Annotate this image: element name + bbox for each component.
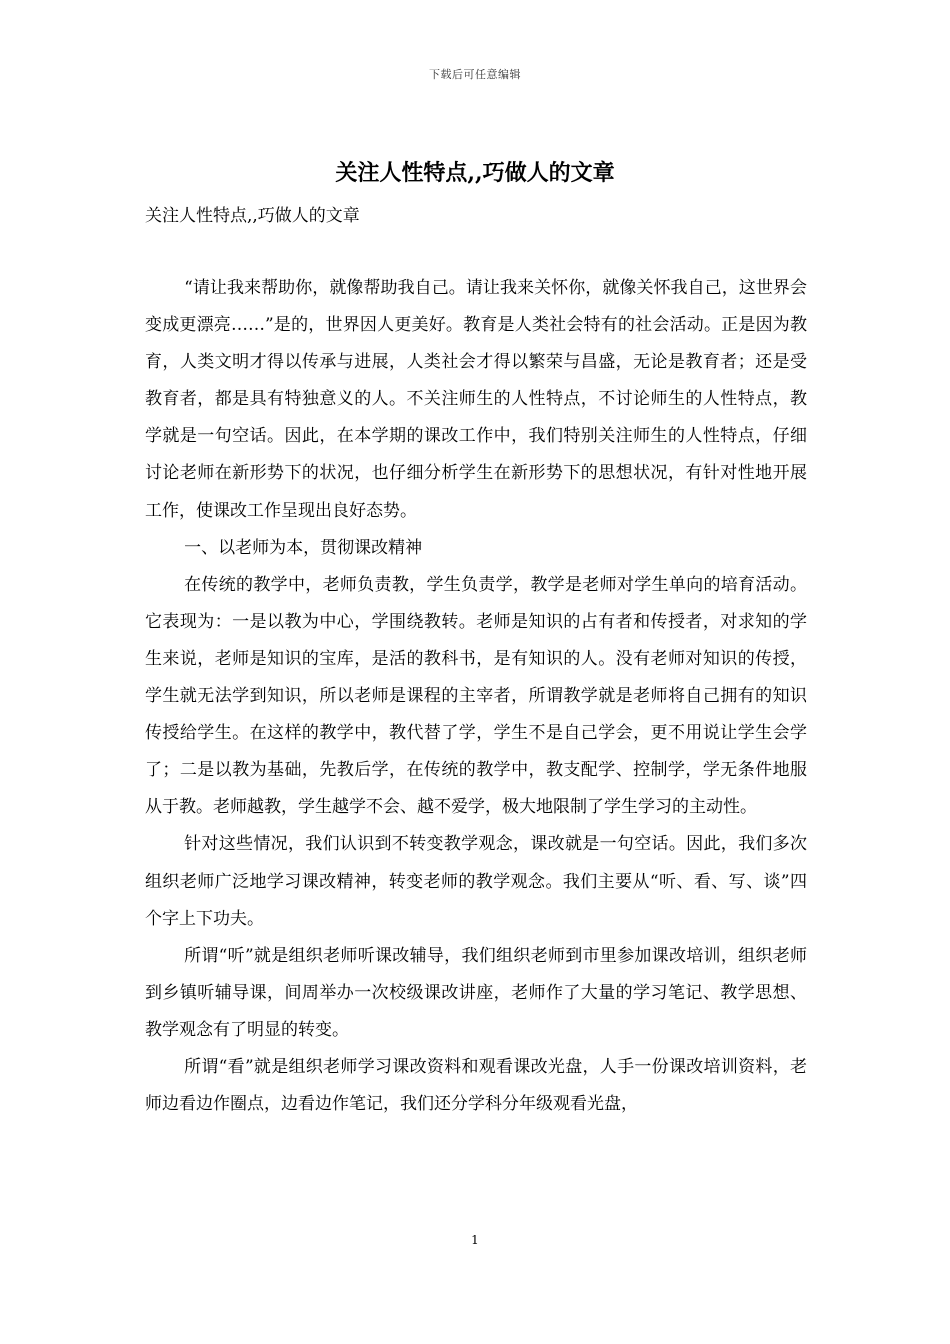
body-paragraph: 所谓“听”就是组织老师听课改辅导，我们组织老师到市里参加课改培训，组织老师到乡镇听辅导课，间周举办一次校级课改讲座，老师作了大量的学习笔记、教学思想、教学观念有了明显的转变。 [145,945,807,1040]
section-heading: 一、以老师为本，贯彻课改精神 [184,537,423,558]
body-paragraph: “请让我来帮助你，就像帮助我自己。请让我来关怀你，就像关怀我自己，这世界会变成更漂亮……”是的，世界因人更美好。教育是人类社会特有的社会活动。正是因为教育，人类文明才得以传承与进展，人类社会才得以繁荣与昌盛，无论是教育者；还是受教育者，都是具有特独意义的人。不关注师生的人性特点，不讨论师生的人性特点，教学就是一句空话。因此，在本学期的课改工作中，我们特别关注师生的人性特点，仔细讨论老师在新形势下的状况，也仔细分析学生在新形势下的思想状况，有针对性地开展工作，使课改工作呈现出良好态势。 [145,278,807,521]
body-paragraph: 针对这些情况，我们认识到不转变教学观念，课改就是一句空话。因此，我们多次组织老师广泛地学习课改精神，转变老师的教学观念。我们主要从“听、看、写、谈”四个字上下功夫。 [145,834,807,929]
body-paragraph: 所谓“看”就是组织老师学习课改资料和观看课改光盘，人手一份课改培训资料，老师边看边作圈点，边看边作笔记，我们还分学科分年级观看光盘， [145,1056,807,1115]
page-number: 1 [471,1233,479,1247]
document-subtitle: 关注人性特点,,巧做人的文章 [145,206,360,226]
body-paragraph: 在传统的教学中，老师负责教，学生负责学，教学是老师对学生单向的培育活动。它表现为：一是以教为中心，学围绕教转。老师是知识的占有者和传授者，对求知的学生来说，老师是知识的宝库，是活的教科书，是有知识的人。没有老师对知识的传授，学生就无法学到知识，所以老师是课程的主宰者，所谓教学就是老师将自己拥有的知识传授给学生。在这样的教学中，教代替了学，学生不是自己学会，更不用说让学生会学了；二是以教为基础，先教后学，在传统的教学中，教支配学、控制学，学无条件地服从于教。老师越教，学生越学不会、越不爱学，极大地限制了学生学习的主动性。 [145,574,807,818]
document-body [145,270,807,1123]
document-title: 关注人性特点,,巧做人的文章 [335,160,615,186]
header-note: 下载后可任意编辑 [429,68,521,81]
